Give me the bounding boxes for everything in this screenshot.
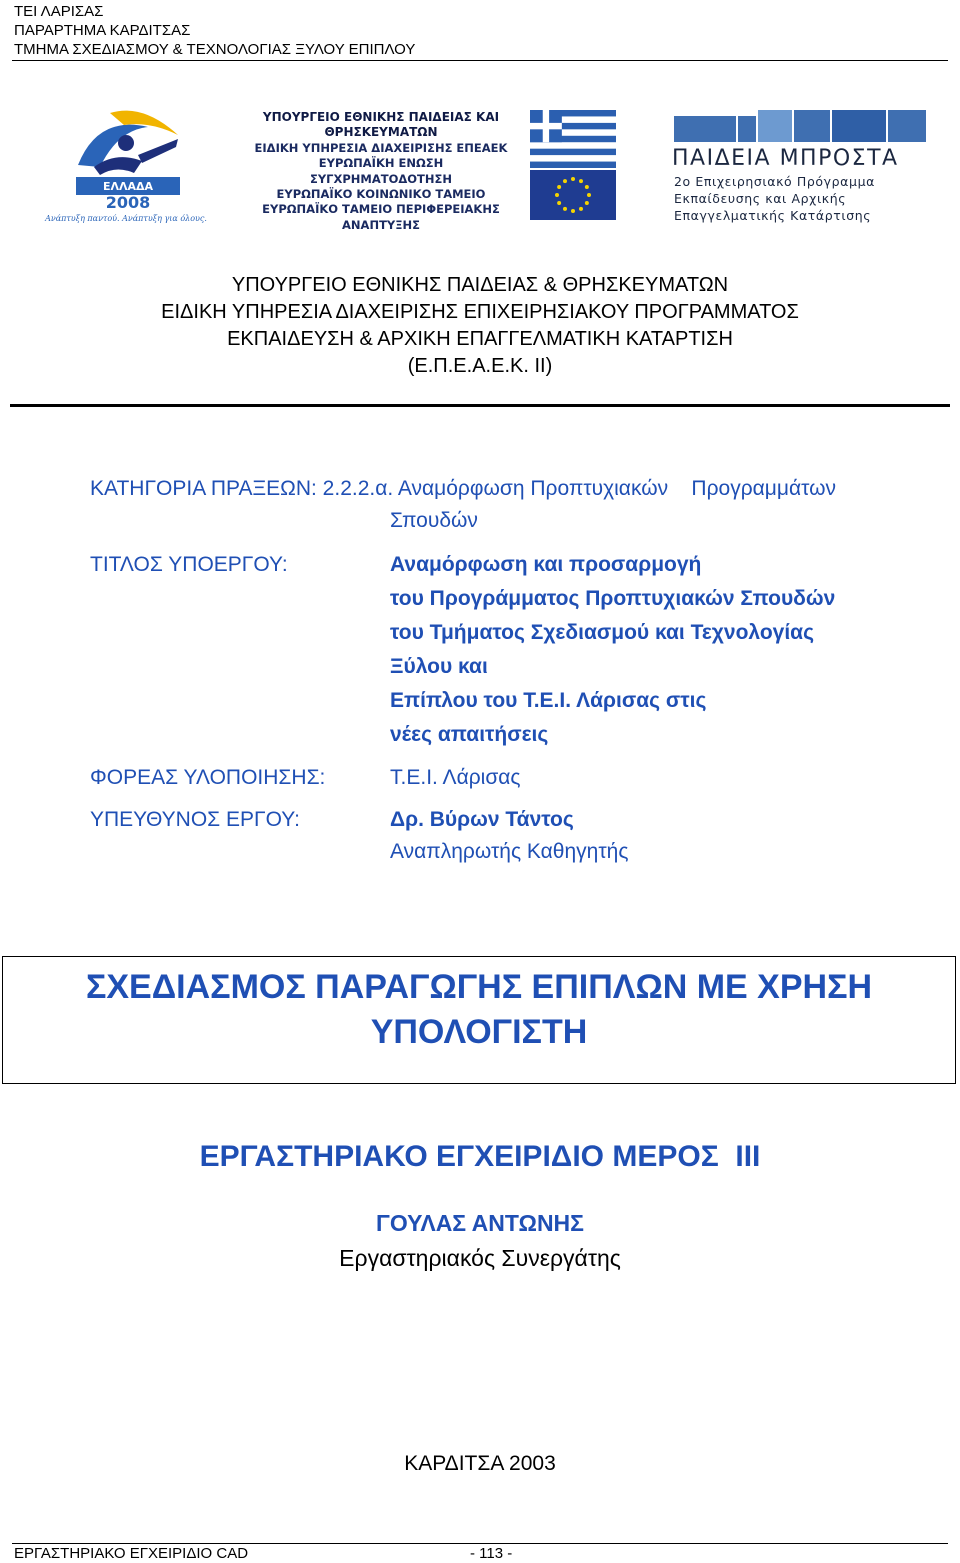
svg-text:Ανάπτυξη παντού. Ανάπτυξη για: Ανάπτυξη παντού. Ανάπτυξη για όλους. bbox=[45, 214, 207, 223]
eu-star-icon bbox=[579, 179, 583, 183]
lab-manual-title: ΕΡΓΑΣΤΗΡΙΑΚΟ ΕΓΧΕΙΡΙΔΙΟ ΜΕΡΟΣ ΙΙΙ bbox=[199, 1140, 761, 1173]
subproject-title-line: του Τμήματος Σχεδιασμού και Τεχνολογίας bbox=[390, 621, 814, 644]
header-department: ΤΜΗΜΑ ΣΧΕΔΙΑΣΜΟΥ & ΤΕΧΝΟΛΟΓΙΑΣ ΞΥΛΟΥ ΕΠΙΠΛΟΥ bbox=[14, 41, 416, 58]
main-title-line: ΣΧΕΔΙΑΣΜΟΣ ΠΑΡΑΓΩΓΗΣ ΕΠΙΠΛΩΝ ΜΕ ΧΡΗΣΗ bbox=[85, 968, 873, 1006]
action-category-continued: Σπουδών bbox=[390, 509, 478, 532]
greece-2008-emblem-icon bbox=[38, 105, 218, 223]
subproject-title-line: Ξύλου και bbox=[390, 655, 488, 678]
eu-star-icon bbox=[571, 177, 575, 181]
ministry-logo-line: ΕΥΡΩΠΑΪΚΟ ΚΟΙΝΩΝΙΚΟ ΤΑΜΕΙΟ bbox=[276, 187, 486, 202]
ministry-logo-line: ΕΥΡΩΠΑΪΚΟ ΤΑΜΕΙΟ ΠΕΡΙΦΕΡΕΙΑΚΗΣ ΑΝΑΠΤΥΞΗΣ bbox=[262, 202, 500, 232]
paideia-mprosta-subtitle: Επαγγελματικής Κατάρτισης bbox=[674, 208, 872, 223]
subproject-title-line: νέες απαιτήσεις bbox=[390, 723, 549, 746]
eu-star-icon bbox=[587, 193, 591, 197]
main-title-box bbox=[2, 956, 956, 1084]
ministry-logo-line: ΕΙΔΙΚΗ ΥΠΗΡΕΣΙΑ ΔΙΑΧΕΙΡΙΣΗΣ ΕΠΕΑΕΚ bbox=[254, 140, 508, 155]
header-branch: ΠΑΡΑΡΤΗΜΑ ΚΑΡΔΙΤΣΑΣ bbox=[14, 22, 191, 39]
project-manager-name: Δρ. Βύρων Τάντος bbox=[390, 808, 574, 831]
eu-star-icon bbox=[585, 201, 589, 205]
ministry-logo-line: ΕΥΡΩΠΑΪΚΗ ΕΝΩΣΗ bbox=[318, 156, 444, 171]
main-title-line: ΥΠΟΛΟΓΙΣΤΗ bbox=[370, 1013, 588, 1051]
paideia-mprosta-logo bbox=[672, 108, 927, 224]
paideia-mprosta-subtitle: 2ο Επιχειρησιακό Πρόγραμμα bbox=[674, 174, 875, 189]
svg-text:ΕΛΛΑΔΑ: ΕΛΛΑΔΑ bbox=[102, 180, 154, 193]
eu-star-icon bbox=[557, 201, 561, 205]
ministry-logo-line: ΣΥΓΧΡΗΜΑΤΟΔΟΤΗΣΗ bbox=[309, 171, 453, 186]
implementing-body-label: ΦΟΡΕΑΣ ΥΛΟΠΟΙΗΣΗΣ: bbox=[90, 766, 326, 789]
eu-star-icon bbox=[557, 185, 561, 189]
footer-title: ΕΡΓΑΣΤΗΡΙΑΚΟ ΕΓΧΕΙΡΙΔΙΟ CAD bbox=[14, 1545, 249, 1562]
place-year: ΚΑΡΔΙΤΣΑ 2003 bbox=[404, 1452, 556, 1475]
project-manager-value bbox=[390, 804, 628, 868]
eu-star-icon bbox=[563, 207, 567, 211]
paideia-mprosta-title: ΠΑΙΔΕΙΑ ΜΠΡΟΣΤΑ bbox=[672, 146, 899, 171]
ministry-block bbox=[0, 272, 960, 380]
paideia-mprosta-blocks-icon bbox=[672, 108, 927, 148]
page-number: - 113 - bbox=[470, 1545, 513, 1562]
program-acronym: (Ε.Π.Ε.Α.Ε.Κ. ΙΙ) bbox=[407, 355, 553, 377]
author-role: Εργαστηριακός Συνεργάτης bbox=[339, 1245, 621, 1271]
eu-star-icon bbox=[579, 207, 583, 211]
ministry-name: ΥΠΟΥΡΓΕΙΟ ΕΘΝΙΚΗΣ ΠΑΙΔΕΙΑΣ & ΘΡΗΣΚΕΥΜΑΤΩΝ bbox=[231, 274, 729, 296]
author-name: ΓΟΥΛΑΣ ΑΝΤΩΝΗΣ bbox=[376, 1210, 584, 1236]
running-header bbox=[14, 2, 415, 59]
header-institution: ΤΕΙ ΛΑΡΙΣΑΣ bbox=[14, 3, 104, 20]
eu-star-icon bbox=[555, 193, 559, 197]
eu-flag-icon bbox=[530, 170, 616, 220]
subproject-title-line: Αναμόρφωση και προσαρμογή bbox=[390, 553, 702, 576]
footer-divider bbox=[12, 1543, 948, 1544]
subproject-title-label: ΤΙΤΛΟΣ ΥΠΟΕΡΓΟΥ: bbox=[90, 553, 288, 576]
paideia-mprosta-subtitle: Εκπαίδευσης και Αρχικής bbox=[674, 191, 847, 206]
project-manager-label: ΥΠΕΥΘΥΝΟΣ ΕΡΓΟΥ: bbox=[90, 808, 300, 831]
svg-text:2008: 2008 bbox=[105, 193, 151, 212]
program-name: ΕΚΠΑΙΔΕΥΣΗ & ΑΡΧΙΚΗ ΕΠΑΓΓΕΛΜΑΤΙΚΗ ΚΑΤΑΡΤΙΣΗ bbox=[227, 328, 733, 350]
implementing-body-value: Τ.Ε.Ι. Λάρισας bbox=[390, 766, 521, 789]
ministry-logo-line: ΥΠΟΥΡΓΕΙΟ ΕΘΝΙΚΗΣ ΠΑΙΔΕΙΑΣ ΚΑΙ ΘΡΗΣΚΕΥΜΑΤΩΝ bbox=[262, 110, 500, 140]
management-service: ΕΙΔΙΚΗ ΥΠΗΡΕΣΙΑ ΔΙΑΧΕΙΡΙΣΗΣ ΕΠΙΧΕΙΡΗΣΙΑΚΟΥ ΠΡΟΓΡΑΜΜΑΤΟΣ bbox=[161, 301, 799, 323]
subproject-title-value bbox=[390, 548, 835, 752]
subproject-title-line: Επίπλου του Τ.Ε.Ι. Λάρισας στις bbox=[390, 689, 707, 712]
subproject-title-line: του Προγράμματος Προπτυχιακών Σπουδών bbox=[390, 587, 836, 610]
greece-2008-logo bbox=[38, 105, 218, 223]
section-divider bbox=[10, 404, 950, 407]
header-divider bbox=[12, 60, 948, 61]
greek-flag-icon bbox=[530, 110, 616, 168]
ministry-logo-text bbox=[236, 110, 526, 233]
eu-star-icon bbox=[571, 209, 575, 213]
project-manager-role: Αναπληρωτής Καθηγητής bbox=[390, 840, 629, 863]
eu-star-icon bbox=[563, 179, 567, 183]
eu-star-icon bbox=[585, 185, 589, 189]
action-category: ΚΑΤΗΓΟΡΙΑ ΠΡΑΞΕΩΝ: 2.2.2.α. Αναμόρφωση Προπτυχιακών Προγραμμάτων bbox=[90, 477, 837, 500]
